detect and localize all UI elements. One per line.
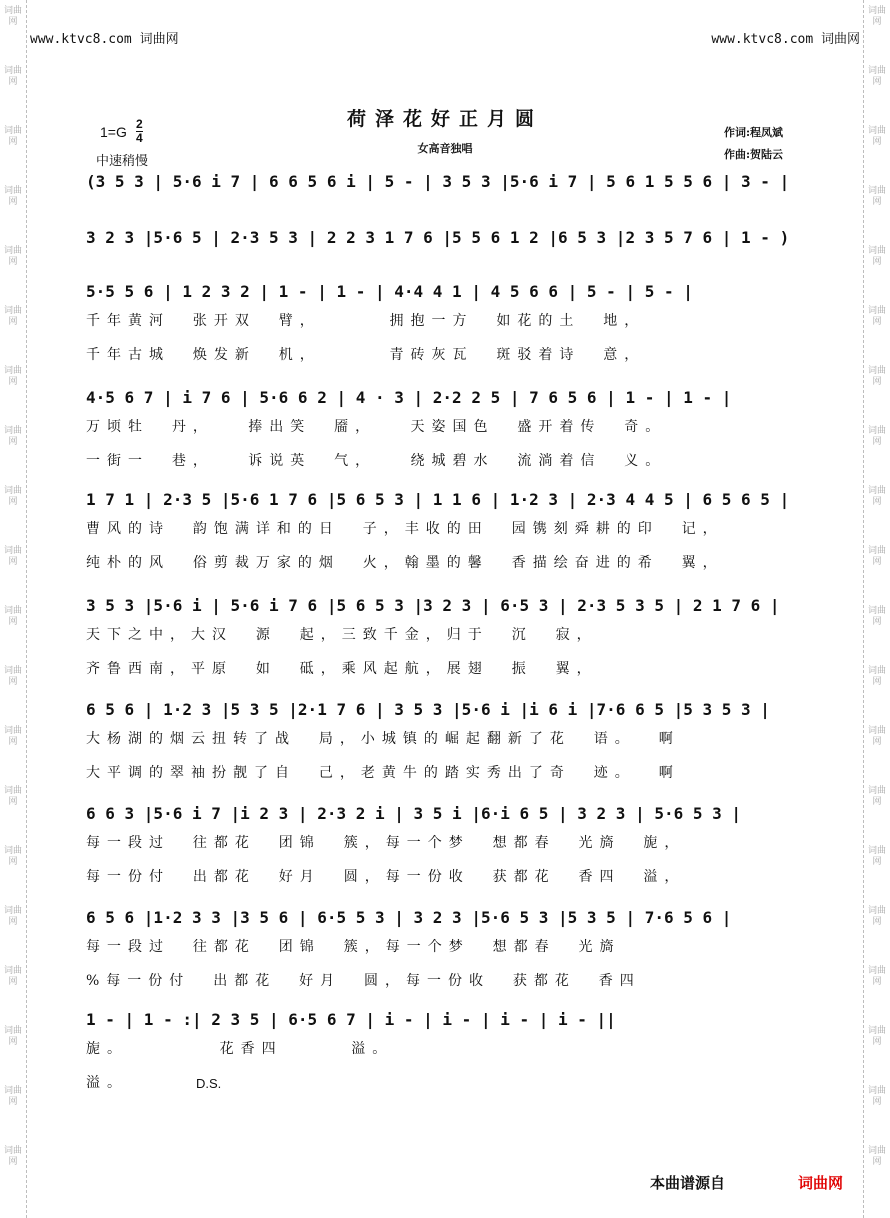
- watermark-text: 词曲网: [868, 1146, 887, 1167]
- lyric-line: 大平调的翠袖扮靓了自 己，老黄牛的踏实秀出了奇 迹。 啊: [86, 765, 680, 781]
- watermark-text: 词曲网: [4, 6, 23, 27]
- watermark-text: 词曲网: [868, 906, 887, 927]
- footer-source: 本曲谱源自: [650, 1174, 726, 1192]
- notation-line: 1 7 1 | 2·3 5 |5·6 1 7 6 |5 6 5 3 | 1 1 6 | 1·2 3 | 2·3 4 4 5 | 6 5 6 5 |: [86, 490, 790, 509]
- lyric-line: %每一份付 出都花 好月 圆，每一份收 获都花 香四: [86, 973, 641, 989]
- score-system: [86, 226, 806, 250]
- right-watermark-strip: [863, 0, 890, 1218]
- watermark-text: 词曲网: [4, 486, 23, 507]
- score-system: [86, 1008, 806, 1100]
- score-system: [86, 802, 806, 894]
- notation-line: 6 5 6 | 1·2 3 |5 3 5 |2·1 7 6 | 3 5 3 |5·6 i |i 6 i |7·6 6 5 |5 3 5 3 |: [86, 700, 770, 719]
- watermark-text: 词曲网: [4, 366, 23, 387]
- watermark-text: 词曲网: [4, 786, 23, 807]
- lyric-line: 纯朴的风 俗剪裁万家的烟 火，翰墨的馨 香描绘奋进的希 翼，: [86, 555, 724, 571]
- notation-line: 3 5 3 |5·6 i | 5·6 i 7 6 |5 6 5 3 |3 2 3 | 6·5 3 | 2·3 5 3 5 | 2 1 7 6 |: [86, 596, 780, 615]
- song-title: 荷泽花好正月圆: [346, 108, 543, 130]
- watermark-text: 词曲网: [4, 1026, 23, 1047]
- watermark-text: 词曲网: [868, 426, 887, 447]
- notation-line: 5·5 5 6 | 1 2 3 2 | 1 - | 1 - | 4·4 4 1 | 4 5 6 6 | 5 - | 5 - |: [86, 282, 693, 301]
- site-url-left[interactable]: www.ktvc8.com 词曲网: [30, 32, 179, 47]
- site-url-right[interactable]: www.ktvc8.com 词曲网: [711, 32, 860, 47]
- watermark-text: 词曲网: [868, 666, 887, 687]
- watermark-text: 词曲网: [4, 66, 23, 87]
- watermark-text: 词曲网: [868, 966, 887, 987]
- watermark-text: 词曲网: [868, 6, 887, 27]
- watermark-text: 词曲网: [868, 306, 887, 327]
- lyric-line: 一街一 巷， 诉说英 气， 绕城碧水 流淌着信 义。: [86, 453, 667, 469]
- lyricist-credit: 作词:程凤斌: [724, 126, 784, 139]
- watermark-text: 词曲网: [4, 186, 23, 207]
- watermark-text: 词曲网: [4, 426, 23, 447]
- watermark-text: 词曲网: [4, 1146, 23, 1167]
- score-system: [86, 386, 806, 478]
- watermark-text: 词曲网: [868, 486, 887, 507]
- score-system: [86, 280, 806, 372]
- composer-credit: 作曲:贺陆云: [724, 148, 784, 161]
- lyric-line: 每一份付 出都花 好月 圆，每一份收 获都花 香四 溢，: [86, 869, 686, 885]
- meter-bottom: 4: [136, 131, 143, 145]
- ds-marking: D.S.: [196, 1076, 222, 1091]
- lyric-line: 万顷牡 丹， 捧出笑 靥， 天姿国色 盛开着传 奇。: [86, 419, 667, 435]
- watermark-text: 词曲网: [4, 666, 23, 687]
- meter-top: 2: [136, 117, 143, 131]
- song-subtitle: 女高音独唱: [417, 142, 473, 155]
- key-signature: 1=G: [100, 124, 127, 140]
- watermark-text: 词曲网: [868, 726, 887, 747]
- watermark-text: 词曲网: [4, 966, 23, 987]
- time-signature: [136, 118, 143, 145]
- notation-line: 6 5 6 |1·2 3 3 |3 5 6 | 6·5 5 3 | 3 2 3 |5·6 5 3 |5 3 5 | 7·6 5 6 |: [86, 908, 732, 927]
- lyric-line: 齐鲁西南，平原 如 砥，乘风起航，展翅 振 翼，: [86, 661, 598, 677]
- watermark-text: 词曲网: [4, 126, 23, 147]
- score-system: [86, 488, 806, 580]
- notation-line: 6 6 3 |5·6 i 7 |i 2 3 | 2·3 2 i | 3 5 i |6·i 6 5 | 3 2 3 | 5·6 5 3 |: [86, 804, 742, 823]
- score-system: [86, 594, 806, 686]
- watermark-text: 词曲网: [4, 546, 23, 567]
- watermark-text: 词曲网: [4, 306, 23, 327]
- lyric-line: 天下之中，大汉 源 起，三致千金，归于 沉 寂，: [86, 627, 598, 643]
- left-watermark-strip: [0, 0, 27, 1218]
- watermark-text: 词曲网: [868, 546, 887, 567]
- score-system: [86, 170, 806, 194]
- watermark-text: 词曲网: [868, 1086, 887, 1107]
- watermark-text: 词曲网: [868, 1026, 887, 1047]
- watermark-text: 词曲网: [868, 606, 887, 627]
- watermark-text: 词曲网: [868, 366, 887, 387]
- lyric-line: 溢。: [86, 1075, 128, 1091]
- watermark-text: 词曲网: [868, 186, 887, 207]
- lyric-line: 每一段过 往都花 团锦 簇，每一个梦 想都春 光旖: [86, 939, 621, 955]
- score-system: [86, 698, 806, 790]
- watermark-text: 词曲网: [4, 726, 23, 747]
- lyric-line: 大杨湖的烟云扭转了战 局，小城镇的崛起翻新了花 语。 啊: [86, 731, 680, 747]
- watermark-text: 词曲网: [868, 246, 887, 267]
- notation-line: 1 - | 1 - :| 2 3 5 | 6·5 6 7 | i - | i - | i - | i - ||: [86, 1010, 616, 1029]
- watermark-text: 词曲网: [868, 846, 887, 867]
- lyric-line: 曹风的诗 韵饱满详和的日 子，丰收的田 园镌刻舜耕的印 记，: [86, 521, 724, 537]
- watermark-text: 词曲网: [4, 246, 23, 267]
- watermark-text: 词曲网: [868, 126, 887, 147]
- watermark-text: 词曲网: [4, 1086, 23, 1107]
- notation-line: 3 2 3 |5·6 5 | 2·3 5 3 | 2 2 3 1 7 6 |5 5 6 1 2 |6 5 3 |2 3 5 7 6 | 1 - ): [86, 228, 790, 247]
- watermark-text: 词曲网: [4, 906, 23, 927]
- watermark-text: 词曲网: [4, 846, 23, 867]
- tempo-marking: 中速稍慢: [96, 153, 149, 168]
- watermark-text: 词曲网: [4, 606, 23, 627]
- notation-line: (3 5 3 | 5·6 i 7 | 6 6 5 6 i | 5 - | 3 5 3 |5·6 i 7 | 5 6 1 5 5 6 | 3 - |: [86, 172, 790, 191]
- lyric-line: 千年古城 焕发新 机， 青砖灰瓦 斑驳着诗 意，: [86, 347, 646, 363]
- lyric-line: 千年黄河 张开双 臂， 拥抱一方 如花的土 地，: [86, 313, 646, 329]
- watermark-text: 词曲网: [868, 66, 887, 87]
- score-system: [86, 906, 806, 998]
- lyric-line: 每一段过 往都花 团锦 簇，每一个梦 想都春 光旖 旎，: [86, 835, 686, 851]
- notation-line: 4·5 6 7 | i 7 6 | 5·6 6 2 | 4 · 3 | 2·2 2 5 | 7 6 5 6 | 1 - | 1 - |: [86, 388, 732, 407]
- lyric-line: 旎。 花香四 溢。: [86, 1041, 394, 1057]
- watermark-text: 词曲网: [868, 786, 887, 807]
- footer-brand[interactable]: 词曲网: [798, 1174, 844, 1192]
